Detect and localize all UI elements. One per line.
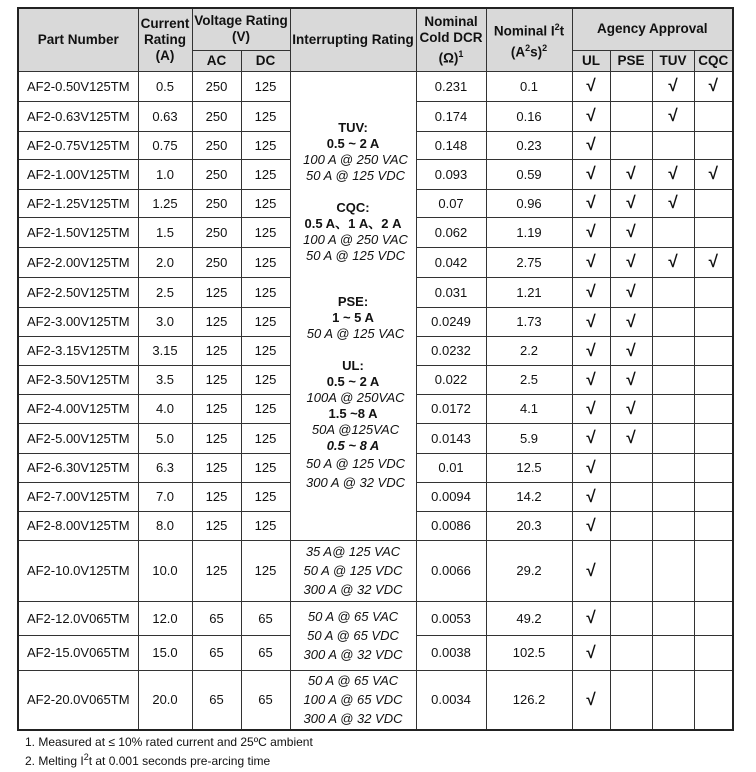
header-i2t: Nominal $I^2t$ $(A^2s)^2$ [486,8,572,71]
pse-approval-cell [610,101,652,131]
cqc-value: 100 A @ 250 VAC [303,231,408,247]
cqc-approval-cell [694,635,733,670]
cold-dcr-cell: 0.0232 [416,336,486,365]
tuv-approval-cell [652,453,694,482]
cold-dcr-cell: 0.0172 [416,394,486,423]
cold-dcr-cell: 0.062 [416,217,486,247]
cqc-approval-cell [694,670,733,730]
interrupting-value: 300 A @ 32 VDC [303,582,403,597]
interrupting-rating-cell [290,670,416,730]
ul-range: 0.5 ~ 2 A [326,373,380,389]
table-body [18,71,733,730]
ul-label: UL: [342,357,364,373]
part-number-cell: AF2-0.63V125TM [18,101,138,131]
cqc-approval-cell [694,101,733,131]
pse-approval-cell: √ [610,189,652,217]
part-number-cell: AF2-1.25V125TM [18,189,138,217]
ul-approval-cell: √ [572,635,610,670]
ul-approval-cell: √ [572,131,610,159]
interrupting-value: 50 A @ 65 VAC [307,673,399,689]
part-number-cell: AF2-5.00V125TM [18,423,138,453]
cold-dcr-cell: 0.0143 [416,423,486,453]
dc-voltage-cell: 125 [241,189,290,217]
i2t-cell: 1.73 [486,307,572,336]
cqc-approval-cell [694,423,733,453]
i2t-cell: 1.19 [486,217,572,247]
interrupting-rating-cell [290,540,416,601]
ac-voltage-cell: 125 [192,307,241,336]
current-rating-cell: 0.5 [138,71,192,101]
i2t-cell: 2.75 [486,247,572,277]
ac-voltage-cell: 125 [192,365,241,394]
current-rating-cell: 8.0 [138,511,192,540]
header-current-rating: Current Rating (A) [138,8,192,71]
ac-voltage-cell: 125 [192,336,241,365]
current-rating-cell: 1.25 [138,189,192,217]
table-row [18,670,733,730]
header-ac: AC [192,50,241,71]
i2t-cell: 5.9 [486,423,572,453]
ul-approval-cell: √ [572,540,610,601]
i2t-cell: 4.1 [486,394,572,423]
pse-approval-cell: √ [610,159,652,189]
dc-voltage-cell: 125 [241,336,290,365]
dc-voltage-cell: 125 [241,131,290,159]
pse-approval-cell: √ [610,365,652,394]
current-rating-cell: 0.75 [138,131,192,159]
current-rating-cell: 3.15 [138,336,192,365]
ul-approval-cell: √ [572,277,610,307]
footnote-2: 2. Melting $I^2t$ at 0.001 seconds pre-arcing time [25,752,271,768]
i2t-cell: 2.2 [486,336,572,365]
cqc-approval-cell [694,482,733,511]
ul-value: 50A @125VAC [311,421,400,437]
ul-approval-cell: √ [572,307,610,336]
tuv-approval-cell [652,540,694,601]
ac-voltage-cell: 65 [192,601,241,635]
pse-label: PSE: [337,293,369,309]
pse-value: 50 A @ 125 VAC [306,325,405,341]
tuv-approval-cell [652,394,694,423]
header-dc: DC [241,50,290,71]
interrupting-value: 300 A @ 32 VDC [303,647,403,662]
i2t-cell: 102.5 [486,635,572,670]
part-number-cell: AF2-3.15V125TM [18,336,138,365]
pse-approval-cell: √ [610,423,652,453]
tuv-approval-cell [652,635,694,670]
dc-voltage-cell: 125 [241,101,290,131]
dc-voltage-cell: 125 [241,511,290,540]
current-rating-cell: 4.0 [138,394,192,423]
tuv-range: 0.5 ~ 2 A [326,135,380,151]
dc-voltage-cell: 125 [241,217,290,247]
cold-dcr-cell: 0.174 [416,101,486,131]
pse-approval-cell [610,635,652,670]
pse-approval-cell: √ [610,394,652,423]
cold-dcr-cell: 0.022 [416,365,486,394]
dc-voltage-cell: 125 [241,365,290,394]
ac-voltage-cell: 125 [192,423,241,453]
cqc-approval-cell [694,540,733,601]
current-rating-cell: 6.3 [138,453,192,482]
pse-range: 1 ~ 5 A [332,309,374,325]
pse-approval-cell [610,71,652,101]
i2t-cell: 20.3 [486,511,572,540]
table-row [18,601,733,635]
cqc-approval-cell [694,131,733,159]
part-number-cell: AF2-3.50V125TM [18,365,138,394]
pse-approval-cell [610,601,652,635]
ul-value: 300 A @ 32 VDC [306,474,405,490]
ul-approval-cell: √ [572,453,610,482]
tuv-approval-cell: √ [652,247,694,277]
part-number-cell: AF2-8.00V125TM [18,511,138,540]
cqc-approval-cell: √ [694,247,733,277]
current-rating-cell: 10.0 [138,540,192,601]
i2t-cell: 0.59 [486,159,572,189]
header-pse: PSE [610,50,652,71]
ul-approval-cell: √ [572,482,610,511]
part-number-cell: AF2-0.75V125TM [18,131,138,159]
dc-voltage-cell: 125 [241,307,290,336]
i2t-cell: 1.21 [486,277,572,307]
part-number-cell: AF2-15.0V065TM [18,635,138,670]
ac-voltage-cell: 250 [192,247,241,277]
header-agency-approval: Agency Approval [572,8,733,50]
interrupting-value: 35 A@ 125 VAC [305,544,401,559]
part-number-cell: AF2-6.30V125TM [18,453,138,482]
pse-approval-cell: √ [610,307,652,336]
part-number-cell: AF2-2.00V125TM [18,247,138,277]
ul-approval-cell: √ [572,670,610,730]
header-tuv: TUV [652,50,694,71]
i2t-cell: 0.1 [486,71,572,101]
part-number-cell: AF2-3.00V125TM [18,307,138,336]
current-rating-cell: 3.0 [138,307,192,336]
tuv-approval-cell: √ [652,71,694,101]
dc-voltage-cell: 125 [241,71,290,101]
cold-dcr-cell: 0.093 [416,159,486,189]
part-number-cell: AF2-7.00V125TM [18,482,138,511]
ul-range: 1.5 ~8 A [328,405,378,421]
i2t-cell: 0.96 [486,189,572,217]
dc-voltage-cell: 125 [241,453,290,482]
pse-approval-cell [610,453,652,482]
tuv-approval-cell [652,217,694,247]
ul-approval-cell: √ [572,247,610,277]
cqc-approval-cell [694,453,733,482]
ul-approval-cell: √ [572,217,610,247]
ul-approval-cell: √ [572,159,610,189]
ac-voltage-cell: 125 [192,482,241,511]
current-rating-cell: 12.0 [138,601,192,635]
ul-approval-cell: √ [572,394,610,423]
footnotes [25,735,313,769]
ac-voltage-cell: 65 [192,635,241,670]
i2t-cell: 29.2 [486,540,572,601]
pse-approval-cell [610,670,652,730]
pse-approval-cell [610,540,652,601]
cold-dcr-cell: 0.031 [416,277,486,307]
cold-dcr-cell: 0.07 [416,189,486,217]
tuv-approval-cell [652,277,694,307]
tuv-approval-cell [652,601,694,635]
pse-approval-cell: √ [610,336,652,365]
interrupting-value: 50 A @ 125 VDC [303,563,403,578]
cqc-approval-cell [694,365,733,394]
tuv-value: 100 A @ 250 VAC [303,151,408,167]
header-cqc: CQC [694,50,733,71]
ac-voltage-cell: 250 [192,101,241,131]
tuv-approval-cell [652,365,694,394]
table-row [18,540,733,601]
part-number-cell: AF2-10.0V125TM [18,540,138,601]
current-rating-cell: 1.5 [138,217,192,247]
ul-approval-cell: √ [572,336,610,365]
ul-value: 50 A @ 125 VDC [306,455,405,471]
i2t-cell: 0.23 [486,131,572,159]
cqc-approval-cell [694,307,733,336]
interrupting-value: 100 A @ 65 VDC [303,692,403,708]
dc-voltage-cell: 65 [241,670,290,730]
ac-voltage-cell: 250 [192,217,241,247]
dc-voltage-cell: 125 [241,159,290,189]
i2t-cell: 2.5 [486,365,572,394]
cqc-approval-cell [694,601,733,635]
part-number-cell: AF2-2.50V125TM [18,277,138,307]
ul-approval-cell: √ [572,423,610,453]
fuse-spec-table [17,7,734,731]
ac-voltage-cell: 125 [192,277,241,307]
tuv-approval-cell: √ [652,189,694,217]
ac-voltage-cell: 250 [192,131,241,159]
dc-voltage-cell: 125 [241,423,290,453]
cqc-approval-cell [694,336,733,365]
pse-approval-cell: √ [610,247,652,277]
cold-dcr-cell: 0.0086 [416,511,486,540]
cold-dcr-cell: 0.0034 [416,670,486,730]
header-cold-dcr: Nominal Cold DCR $(\Omega)^1$ [416,8,486,71]
cold-dcr-cell: 0.231 [416,71,486,101]
cqc-range: 0.5 A、1 A、2 A [304,215,402,231]
pse-approval-cell [610,511,652,540]
ac-voltage-cell: 250 [192,189,241,217]
current-rating-cell: 15.0 [138,635,192,670]
cold-dcr-cell: 0.01 [416,453,486,482]
cqc-approval-cell [694,394,733,423]
cqc-value: 50 A @ 125 VDC [306,247,405,263]
header-voltage-rating: Voltage Rating (V) [192,8,290,50]
interrupting-rating-cell [290,71,416,540]
ul-approval-cell: √ [572,101,610,131]
cold-dcr-cell: 0.042 [416,247,486,277]
footnote-1: 1. Measured at ≤ 10% rated current and 25ºC ambient [25,735,313,749]
ac-voltage-cell: 125 [192,453,241,482]
i2t-cell: 0.16 [486,101,572,131]
cold-dcr-cell: 0.0053 [416,601,486,635]
current-rating-cell: 2.5 [138,277,192,307]
interrupting-rating-cell [290,601,416,670]
ac-voltage-cell: 250 [192,159,241,189]
part-number-cell: AF2-0.50V125TM [18,71,138,101]
cqc-approval-cell [694,189,733,217]
ul-value: 100A @ 250VAC [306,389,405,405]
dc-voltage-cell: 65 [241,601,290,635]
ul-approval-cell: √ [572,365,610,394]
ul-approval-cell: √ [572,71,610,101]
tuv-label: TUV: [338,119,368,135]
cold-dcr-cell: 0.0094 [416,482,486,511]
part-number-cell: AF2-4.00V125TM [18,394,138,423]
cold-dcr-cell: 0.0066 [416,540,486,601]
ac-voltage-cell: 125 [192,394,241,423]
table-row [18,71,733,101]
tuv-approval-cell [652,307,694,336]
dc-voltage-cell: 125 [241,277,290,307]
tuv-approval-cell: √ [652,101,694,131]
tuv-approval-cell [652,482,694,511]
interrupting-value: 50 A @ 65 VDC [307,628,399,643]
cqc-label: CQC: [336,199,370,215]
pse-approval-cell: √ [610,277,652,307]
tuv-approval-cell [652,131,694,159]
header-part-number: Part Number [18,8,138,71]
cqc-approval-cell [694,511,733,540]
part-number-cell: AF2-1.50V125TM [18,217,138,247]
interrupting-value: 300 A @ 32 VDC [303,711,403,727]
tuv-approval-cell [652,336,694,365]
cqc-approval-cell: √ [694,159,733,189]
i2t-cell: 14.2 [486,482,572,511]
cqc-approval-cell [694,217,733,247]
ac-voltage-cell: 125 [192,540,241,601]
dc-voltage-cell: 125 [241,540,290,601]
ul-approval-cell: √ [572,511,610,540]
cqc-approval-cell: √ [694,71,733,101]
i2t-cell: 49.2 [486,601,572,635]
current-rating-cell: 3.5 [138,365,192,394]
ul-range: 0.5 ~ 8 A [326,437,380,453]
part-number-cell: AF2-1.00V125TM [18,159,138,189]
current-rating-cell: 20.0 [138,670,192,730]
dc-voltage-cell: 125 [241,394,290,423]
pse-approval-cell: √ [610,217,652,247]
current-rating-cell: 7.0 [138,482,192,511]
tuv-approval-cell [652,670,694,730]
cold-dcr-cell: 0.148 [416,131,486,159]
header-ul: UL [572,50,610,71]
interrupting-value: 50 A @ 65 VAC [307,609,399,624]
i2t-cell: 12.5 [486,453,572,482]
ul-approval-cell: √ [572,189,610,217]
tuv-value: 50 A @ 125 VDC [306,167,405,183]
part-number-cell: AF2-12.0V065TM [18,601,138,635]
dc-voltage-cell: 65 [241,635,290,670]
pse-approval-cell [610,131,652,159]
current-rating-cell: 5.0 [138,423,192,453]
dc-voltage-cell: 125 [241,247,290,277]
ac-voltage-cell: 125 [192,511,241,540]
tuv-approval-cell: √ [652,159,694,189]
current-rating-cell: 2.0 [138,247,192,277]
cqc-approval-cell [694,277,733,307]
dc-voltage-cell: 125 [241,482,290,511]
i2t-cell: 126.2 [486,670,572,730]
current-rating-cell: 0.63 [138,101,192,131]
current-rating-cell: 1.0 [138,159,192,189]
header-interrupting-rating: Interrupting Rating [290,8,416,71]
ac-voltage-cell: 65 [192,670,241,730]
pse-approval-cell [610,482,652,511]
tuv-approval-cell [652,423,694,453]
tuv-approval-cell [652,511,694,540]
ac-voltage-cell: 250 [192,71,241,101]
part-number-cell: AF2-20.0V065TM [18,670,138,730]
cold-dcr-cell: 0.0038 [416,635,486,670]
cold-dcr-cell: 0.0249 [416,307,486,336]
ul-approval-cell: √ [572,601,610,635]
